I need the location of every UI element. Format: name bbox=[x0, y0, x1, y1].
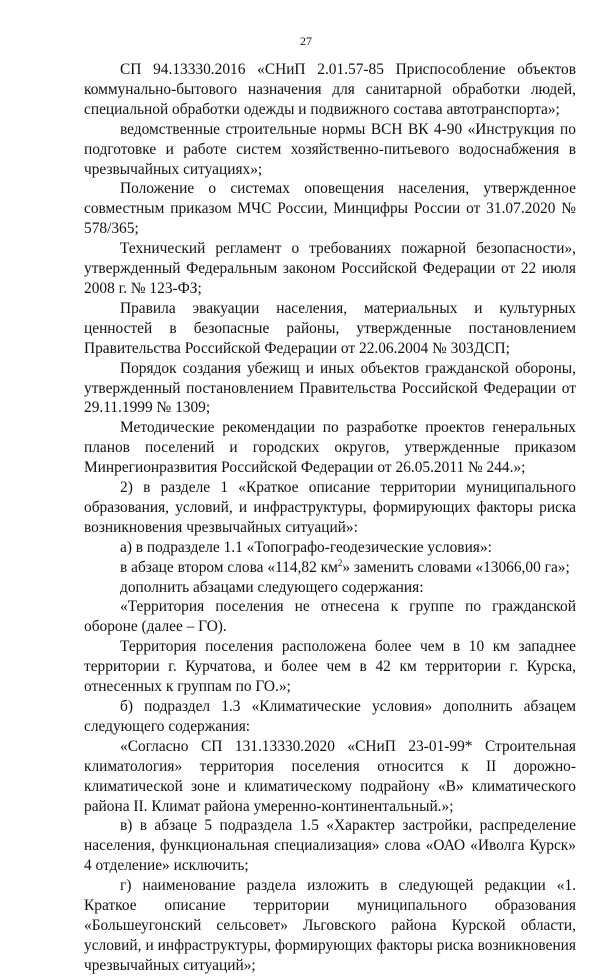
paragraph-shelters-procedure: Порядок создания убежищ и иных объектов гражданской обороны, утвержденный постановлением Правительства Российской Федерации от 29.11.1999 № 1309; bbox=[84, 359, 576, 417]
paragraph-section-title-change: г) наименование раздела изложить в следующей редакции «1. Краткое описание территории муниципального образования «Большеугонский сельсовет» Льговского района Курской области, условий, и инфраструктуры, формирующих факторы риска возникновения чрезвычайных ситуаций»; bbox=[84, 877, 576, 974]
paragraph-subsection-1-3: б) подраздел 1.3 «Климатические условия» дополнить абзацем следующего содержания: bbox=[84, 698, 576, 735]
paragraph-climate: «Согласно СП 131.13330.2020 «СНиП 23-01-99* Строительная климатология» территория поселения относится к II дорожно-климатической зоне и климатическому подрайону «В» климатического района II. Климат района умеренно-континентальный.»; bbox=[84, 737, 576, 815]
paragraph-subsection-1-5: в) в абзаце 5 подраздела 1.5 «Характер застройки, распределение населения, функциональная специализация» слова «ОАО «Иволга Курск» 4 отделение» исключить; bbox=[84, 817, 576, 875]
paragraph-go-group: «Территория поселения не отнесена к группе по гражданской обороне (далее – ГО). bbox=[84, 598, 576, 636]
paragraph-section-1: 2) в разделе 1 «Краткое описание территории муниципального образования, условий, и инфраструктуры, формирующих факторы риска возникновения чрезвычайных ситуаций»: bbox=[84, 479, 576, 536]
area-text-before: в абзаце втором слова «114,82 км bbox=[120, 558, 338, 576]
page-number: 27 bbox=[300, 34, 312, 48]
paragraph-notification-systems: Положение о системах оповещения населения, утвержденное совместным приказом МЧС России, Минцифры России от 31.07.2020 № 578/365; bbox=[84, 180, 576, 238]
paragraph-territory-location: Территория поселения расположена более чем в 10 км западнее территории г. Курчатова, и более чем в 42 км территории г. Курска, отнесенных к группам по ГО.»; bbox=[84, 638, 576, 696]
paragraph-vsn-vk: ведомственные строительные нормы ВСН ВК 4-90 «Инструкция по подготовке и работе систем хозяйственно-питьевого водоснабжения в чрезвычайных ситуациях»; bbox=[84, 120, 576, 178]
paragraph-sp-94: СП 94.13330.2016 «СНиП 2.01.57-85 Приспособление объектов коммунально-бытового назначения для санитарной обработки людей, специальной обработки одежды и подвижного состава автотранспорта»; bbox=[84, 61, 576, 118]
paragraph-methodical-recommendations: Методические рекомендации по разработке проектов генеральных планов поселений и городских округов, утвержденные приказом Минрегионразвития Российской Федерации от 26.05.2011 № 244.»; bbox=[84, 419, 576, 477]
area-superscript: 2 bbox=[337, 557, 343, 568]
paragraph-add-abzacs: дополнить абзацами следующего содержания: bbox=[120, 578, 424, 596]
paragraph-fire-safety-regulation: Технический регламент о требованиях пожарной безопасности», утвержденный Федеральным законом Российской Федерации от 22 июля 2008 г. № 123-ФЗ; bbox=[84, 240, 576, 297]
paragraph-area-replacement bbox=[84, 558, 576, 578]
paragraph-evacuation-rules: Правила эвакуации населения, материальных и культурных ценностей в безопасные районы, утвержденные постановлением Правительства Российской Федерации от 22.06.2004 № 303ДСП; bbox=[84, 299, 576, 357]
document-body bbox=[84, 60, 576, 976]
paragraph-subsection-1-1: а) в подразделе 1.1 «Топографо-геодезические условия»: bbox=[120, 538, 492, 556]
area-text-after: » заменить словами «13066,00 га»; bbox=[342, 558, 570, 576]
